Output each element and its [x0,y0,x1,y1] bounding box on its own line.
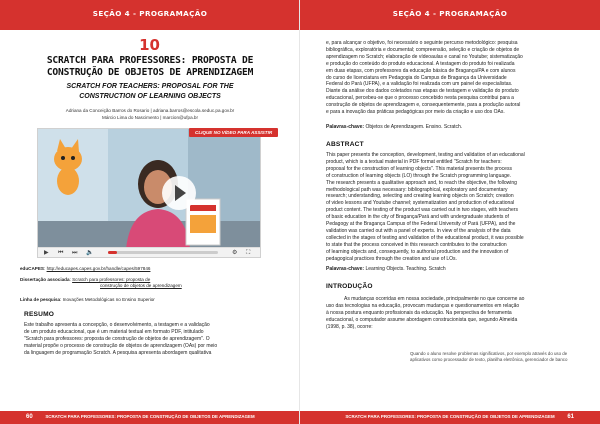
abstract-line: This paper presents the conception, development, testing and validation of an educational [326,152,525,158]
resumo-continuation [326,40,578,116]
chapter-title-pt-line1: SCRATCH PARA PROFESSORES: PROPOSTA DE [46,55,254,66]
abstract-line: to state that the process conceived in this research contributes to the construction [326,241,507,248]
video-progress-fill [108,251,117,254]
volume-icon[interactable]: 🔈 [86,250,94,256]
intro-line: uso das tecnologias na educação, provocam mudanças e questionamentos em relação [326,302,520,309]
introducao-body [326,296,578,331]
video-player[interactable] [37,128,261,258]
research-line: Linha de pesquisa: Inovações Metodológicas no Ensino Superior [20,297,155,302]
footer-bar [0,411,300,424]
abstract-line: of construction of learning objects (LO) through the Scratch programming language. [326,172,512,179]
intro-line: educacional, o computador assume abordagem construcionista que, segundo Almeida [326,316,518,323]
resumo-line: material propõe o processo de construção de objetos de aprendizagem (OAs) por meio [24,342,218,349]
abstract-line: The research presents a qualitative approach and, to reach the objective, the following [326,179,517,186]
abstract-heading: ABSTRACT [326,141,364,148]
keywords-pt-label: Palavras-chave: [326,124,365,130]
fullscreen-icon[interactable]: ⛶ [246,250,251,256]
abstract-line: of basic education in the city of Bragança/Pará and with undergraduate students of [326,214,509,221]
educapes-link[interactable]: http://educapes.capes.gov.br/handle/capes/597846 [46,266,151,271]
abstract-line: product, which is a textual material in PDF format entitled "Scratch for teachers: [326,158,502,165]
video-thumbnail [38,129,261,249]
chapter-title-en-line1: SCRATCH FOR TEACHERS: PROPOSAL FOR THE [66,83,234,90]
footer-running-title: SCRATCH PARA PROFESSORES: PROPOSTA DE CONSTRUÇÃO DE OBJETOS DE APRENDIZAGEM [345,414,555,419]
section-header-bar [300,0,600,30]
quote-line: Quando o aluno resolve problemas significativos, por exemplo através do uso de [410,351,568,356]
abstract-line: pedagogical practices through the creation and use of LOs. [326,255,457,262]
dissertation-line: Dissertação associada: Scratch para professores: proposta de construção de objetos de aprendizagem [20,277,182,289]
intro-line: à nossa postura enquanto profissionais da educação. Na perspectiva de ferramenta [326,309,512,316]
intro-line: As mudanças ocorridas em nossa sociedade, principalmente no que concerne ao [344,296,525,302]
booklet-figure [186,199,220,245]
dissertation-link-line2[interactable]: construção de objetos de aprendizagem [100,283,182,289]
abstract-line: of video lessons and Youtube channel; systematization and production of educational [326,200,515,207]
research-value: Inovações Metodológicas no Ensino Superior [62,297,155,302]
keywords-en [326,266,578,273]
section-header-bar [0,0,300,30]
chapter-title-pt [18,55,282,78]
chapter-number: 10 [139,36,160,54]
settings-icon[interactable]: ⚙ [232,250,238,256]
video-progress-bar[interactable] [108,251,218,254]
resumo-cont-line: bibliográfica, exploratória e documental; compreensão, seleção e criação de objetos de [326,46,520,53]
abstract-line: Pedagogy at the Bragança Campus of the Federal University of Pará (UFPA), and the [326,221,516,228]
page-number-left: 60 [26,413,33,420]
educapes-line: eduCAPES: http://educapes.capes.gov.br/handle/capes/597846 [20,266,151,271]
resumo-line: "Scratch para professores: proposta de construção de objetos de aprendizagem". O [24,335,210,342]
skip-back-icon[interactable]: ⏮ [58,250,64,256]
abstract-line: collected in the stages of testing and validation of the educational product, it was possible [326,234,524,241]
right-page [300,0,600,424]
educapes-label: eduCAPES [20,266,44,271]
resumo-heading: RESUMO [24,311,55,318]
intro-line: (1998, p. 38), ocorre: [326,323,373,330]
dissertation-label: Dissertação associada [20,277,70,282]
author-2: Márcio Lima do Nascimento | marcion@ufpa.br [102,114,198,120]
resumo-body [24,322,278,357]
abstract-line: validation was carried out with a panel of experts. In view of the analysis of the data [326,227,511,234]
resumo-cont-line: aprendizagem no Scratch; elaboração de vídeoaulas e canal no Youtube; sistematização [326,53,523,60]
page-number-right: 61 [567,413,574,420]
chapter-title-en-line2: CONSTRUCTION OF LEARNING OBJECTS [79,92,221,100]
footer-bar [300,411,600,424]
resumo-cont-line: em duas etapas, com professores da educação básica de Bragança/PA e com alunos [326,67,516,74]
abstract-line: methodological path was necessary: bibliographical, exploratory and documentary [326,186,508,193]
keywords-en-label: Palavras-chave: [326,266,365,272]
play-icon[interactable]: ▶ [44,250,49,256]
scratch-cat-figure [54,139,82,195]
resumo-cont-line: Federal do Pará (UFPA), e a validação foi realizada com um painel de especialistas. [326,81,513,88]
abstract-line: product content. The testing of the product was carried out in two stages, with teachers [326,207,518,214]
dissertation-link-line1[interactable]: Scratch para professores: proposta de [72,277,151,282]
research-label: Linha de pesquisa [20,297,61,302]
watch-video-cta[interactable]: CLIQUE NO VÍDEO PARA ASSISTIR [189,128,278,137]
play-button[interactable] [162,176,196,210]
abstract-line: proposal for the construction of learning objects". This material presents the process [326,165,512,172]
resumo-cont-line: e, para alcançar o objetivo, foi necessário o seguinte percurso metodológico: pesquisa [326,40,518,46]
resumo-line: Este trabalho apresenta a concepção, o desenvolvimento, a testagem e a validação [24,322,210,328]
footer-running-title: SCRATCH PARA PROFESSORES: PROPOSTA DE CONSTRUÇÃO DE OBJETOS DE APRENDIZAGEM [45,414,255,419]
abstract-line: of learning objects and, consequently, to authorial production and the innovation of [326,248,509,255]
resumo-cont-line: do curso de licenciatura em Pedagogia do Campus de Bragança da Universidade [326,74,507,81]
abstract-body [326,152,578,263]
resumo-line: da linguagem de programação Scratch. A pesquisa apresenta abordagem qualitativa [24,349,212,356]
block-quote [410,351,580,363]
chapter-title-en [22,82,278,101]
keywords-en-value: Learning Objects. Teaching. Scratch [365,266,446,272]
section-header-text: SEÇÃO 4 - PROGRAMAÇÃO [92,9,208,18]
keywords-pt-value: Objetos de Aprendizagem. Ensino. Scratch. [365,124,463,130]
skip-forward-icon[interactable]: ⏭ [72,250,78,256]
author-1: Adriana da Conceição Barros do Rosario | adriana.barros@escola.seduc.pa.gov.br [65,108,235,113]
resumo-cont-line: construção de objetos de aprendizagem e, consequentemente, para a produção autoral [326,102,521,109]
quote-line: aplicativos como processador de texto, planilha eletrônica, gerenciador de banco [410,357,568,362]
authors [10,108,290,122]
resumo-cont-line: e para a inovação das práticas pedagógicas por meio da criação e uso dos OAs. [326,109,505,116]
resumo-cont-line: Diante da análise dos dados coletados nas etapas de testagem e validação do produto [326,88,519,95]
abstract-line: research; understanding, selecting and creating learning objects on Scratch; creation [326,193,514,200]
keywords-pt [326,124,578,131]
section-header-text: SEÇÃO 4 - PROGRAMAÇÃO [392,9,508,18]
resumo-line: de um produto educacional, que é um material textual em formato PDF, intitulado [24,328,204,335]
chapter-title-pt-line2: CONSTRUÇÃO DE OBJETOS DE APRENDIZAGEM [46,66,254,78]
video-controls [38,247,261,257]
introducao-heading: INTRODUÇÃO [326,283,373,290]
resumo-cont-line: e produção do conteúdo do produto educacional. A testagem do produto foi realizada [326,60,515,67]
resumo-cont-line: educacional, percebeu-se que o processo concebido nesta pesquisa contribui para a [326,95,514,102]
